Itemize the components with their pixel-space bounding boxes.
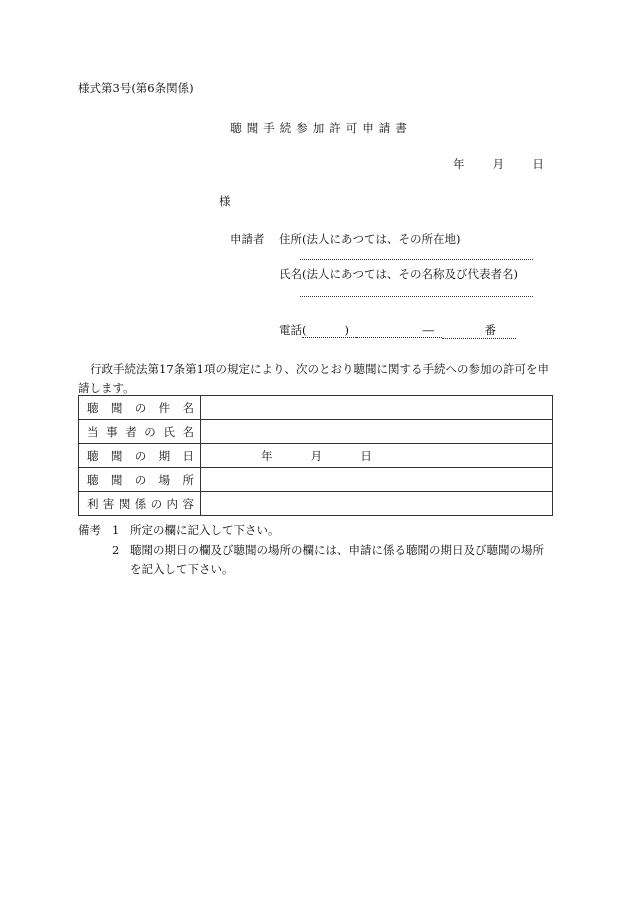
- note-text: 所定の欄に記入して下さい。: [130, 523, 280, 537]
- label-char: 聴: [87, 400, 99, 415]
- address-label: 住所(法人にあつては、その所在地): [279, 232, 461, 246]
- applicant-label: 申請者: [230, 232, 265, 246]
- hearing-date-year: 年: [261, 448, 273, 463]
- label-char: 場: [158, 472, 171, 487]
- name-label: 氏名(法人にあつては、その名称及び代表者名): [279, 267, 518, 281]
- table-row: [79, 492, 553, 516]
- phone-label: 電話: [279, 323, 302, 337]
- label-char: の: [134, 400, 147, 415]
- label-char: 名: [182, 400, 194, 415]
- application-details-table: [78, 395, 553, 516]
- label-char: 害: [102, 496, 115, 511]
- label-char: 当: [87, 424, 99, 439]
- label-char: の: [134, 472, 147, 487]
- label-char: 聴: [87, 448, 99, 463]
- spread-label: [87, 472, 194, 488]
- label-char: 容: [182, 496, 194, 511]
- phone-close-paren: ): [344, 323, 349, 337]
- label-char: 聴: [87, 472, 99, 487]
- note-number: 1: [112, 523, 120, 537]
- label-char: 聞: [110, 400, 123, 415]
- phone-area-code-field[interactable]: [302, 323, 356, 338]
- label-char: 係: [134, 496, 147, 511]
- row-label-interest: [79, 492, 201, 516]
- hearing-date-value: [201, 448, 552, 464]
- note-item: [112, 541, 557, 579]
- row-label-hearing-date: [79, 444, 201, 468]
- addressee-honorific: 様: [219, 194, 231, 208]
- label-char: 利: [87, 496, 99, 511]
- label-char: の: [144, 424, 156, 439]
- row-label-hearing-place: [79, 468, 201, 492]
- hearing-place-field[interactable]: [201, 468, 553, 492]
- phone-row: [279, 322, 516, 339]
- table-row: [79, 444, 553, 468]
- label-char: の: [134, 448, 147, 463]
- phone-number-field[interactable]: [442, 322, 516, 339]
- spread-label: [87, 424, 194, 440]
- label-char: 内: [166, 496, 179, 511]
- hearing-date-month: 月: [310, 448, 323, 463]
- label-char: 聞: [110, 472, 123, 487]
- label-char: の: [150, 496, 163, 511]
- date-month: 月: [492, 157, 505, 171]
- spread-label: [87, 400, 194, 416]
- label-char: 聞: [110, 448, 123, 463]
- label-char: 氏: [163, 424, 175, 439]
- label-char: 事: [106, 424, 118, 439]
- interest-field[interactable]: [201, 492, 553, 516]
- form-number: 様式第3号(第6条関係): [78, 81, 194, 95]
- note-item: [112, 522, 280, 538]
- label-char: 名: [182, 424, 194, 439]
- label-char: 者: [125, 424, 137, 439]
- label-char: 期: [158, 448, 171, 463]
- submission-date: [453, 156, 544, 172]
- label-char: 日: [182, 448, 194, 463]
- label-char: 関: [118, 496, 131, 511]
- label-char: 所: [182, 472, 194, 487]
- address-field[interactable]: [300, 259, 533, 260]
- hearing-date-day: 日: [360, 448, 372, 463]
- label-char: 件: [158, 400, 171, 415]
- application-statement: 行政手続法第17条第1項の規定により、次のとおり聴聞に関する手続への参加の許可を申請します。: [78, 362, 549, 395]
- hearing-date-field[interactable]: [201, 444, 553, 468]
- phone-suffix: 番: [484, 323, 496, 337]
- phone-dash: ―: [422, 323, 434, 337]
- date-day: 日: [532, 157, 544, 171]
- table-row: [79, 396, 553, 420]
- date-year: 年: [453, 157, 465, 171]
- table-row: [79, 420, 553, 444]
- row-label-subject: [79, 396, 201, 420]
- page-title: 聴聞手続参加許可申請書: [230, 121, 412, 135]
- notes-heading: 備考: [78, 523, 101, 537]
- name-field[interactable]: [300, 296, 533, 297]
- table-row: [79, 468, 553, 492]
- spread-label: [87, 448, 194, 464]
- row-label-party-name: [79, 420, 201, 444]
- note-number: 2: [112, 543, 120, 557]
- phone-open-paren: (: [302, 323, 307, 337]
- spread-label: [87, 496, 194, 512]
- party-name-field[interactable]: [201, 420, 553, 444]
- note-text: 聴聞の期日の欄及び聴聞の場所の欄には、申請に係る聴聞の期日及び聴聞の場所を記入して下さい。: [130, 543, 544, 576]
- subject-field[interactable]: [201, 396, 553, 420]
- phone-exchange-field[interactable]: [356, 323, 442, 338]
